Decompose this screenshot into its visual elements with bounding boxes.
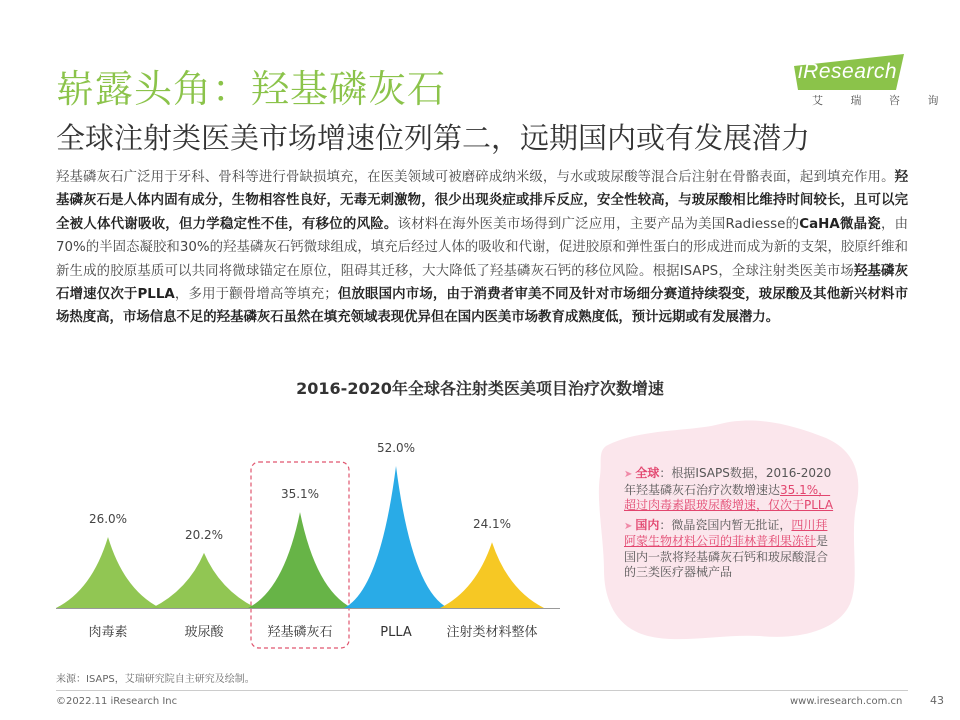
callout-domestic-text-2: 是国内一款将羟基磷灰石钙和玻尿酸混合的三类医疗器械产品 bbox=[624, 534, 829, 579]
footer-divider bbox=[56, 690, 908, 691]
bar-3 bbox=[344, 466, 448, 608]
category-label-4: 注射类材料整体 bbox=[446, 625, 538, 640]
body-text-4: ，多用于颧骨增高等填充； bbox=[174, 287, 338, 303]
page-title: 崭露头角：羟基磷灰石 bbox=[56, 67, 447, 111]
page-number: 43 bbox=[930, 694, 944, 707]
arrow-right-icon: ➤ bbox=[624, 469, 633, 480]
callout-domestic-text: ：微晶瓷国内暂无批证， bbox=[659, 517, 792, 532]
logo-subtitle: 艾 瑞 咨 询 bbox=[812, 94, 951, 107]
arrow-right-icon: ➤ bbox=[624, 520, 633, 532]
body-text-2: 该材料在海外医美市场得到广泛应用，主要产品为美国Radiesse的 bbox=[397, 216, 800, 232]
data-label-4: 24.1% bbox=[472, 517, 512, 532]
callout-global-label: 全球 bbox=[635, 466, 660, 480]
bar-4 bbox=[440, 542, 544, 608]
callout-global-highlight: 35.1%，超过肉毒素跟玻尿酸增速，仅次于PLLA bbox=[624, 482, 834, 512]
body-text-3: ，由70%的半固态凝胶和30%的羟基磷灰石钙微球组成，填充后经过人体的吸收和代谢，促进胶原和弹性蛋白的形成进而成为新的支架，胶原纤维和新生成的胶原基质可以共同将微球锚定在原位，阻碍其迁移，大大降低了羟基磷灰石钙的移位风险。根据ISAPS，全球注射类医美市场 bbox=[56, 216, 909, 279]
bar-0 bbox=[56, 537, 160, 608]
callout-domestic-label: 国内 bbox=[635, 517, 660, 532]
data-label-3: 52.0% bbox=[376, 441, 416, 455]
data-label-0: 26.0% bbox=[88, 512, 128, 526]
copyright: ©2022.11 iResearch Inc bbox=[56, 696, 178, 707]
callout-global-text: ：根据ISAPS数据，2016-2020年羟基磷灰石治疗次数增速达 bbox=[624, 466, 832, 497]
body-bold-3: 羟基磷灰石增速仅次于PLLA bbox=[56, 263, 909, 303]
page-subtitle: 全球注射类医美市场增速位列第二，远期国内或有发展潜力 bbox=[56, 121, 811, 155]
callout-item-global bbox=[624, 466, 838, 514]
website-link[interactable]: www.iresearch.com.cn bbox=[790, 696, 903, 707]
bar-1 bbox=[152, 553, 256, 608]
chart-title: 2016-2020年全球各注射类医美项目治疗次数增速 bbox=[296, 379, 664, 398]
logo-name: iResearch bbox=[798, 60, 898, 83]
body-bold-2: CaHA微晶瓷 bbox=[799, 216, 881, 232]
body-bold-1: 羟基磷灰石是人体内固有成分，生物相容性良好，无毒无刺激物，很少出现炎症或排斥反应，安全性较高，与玻尿酸相比维持时间较长，且可以完全被人体代谢吸收，但力学稳定性不佳，有移位的风险。 bbox=[56, 170, 908, 232]
data-label-1: 20.2% bbox=[184, 527, 224, 542]
bar-2 bbox=[248, 512, 352, 608]
source-note: 来源：ISAPS，艾瑞研究院自主研究及绘制。 bbox=[56, 674, 255, 685]
callout-notes bbox=[624, 466, 838, 585]
data-label-2: 35.1% bbox=[280, 487, 320, 502]
category-label-2: 羟基磷灰石 bbox=[267, 625, 333, 640]
callout-domestic-highlight: 四川拜阿蒙生物材料公司的菲林普利果冻针 bbox=[624, 517, 828, 548]
category-label-1: 玻尿酸 bbox=[184, 625, 224, 640]
category-label-3: PLLA bbox=[380, 625, 412, 640]
body-bold-4: 但放眼国内市场，由于消费者审美不同及针对市场细分赛道持续裂变，玻尿酸及其他新兴材料市场热度高，市场信息不足的羟基磷灰石虽然在填充领域表现优异但在国内医美市场教育成熟度低，预计远期或有发展潜力。 bbox=[56, 287, 908, 326]
body-text-1: 羟基磷灰石广泛用于牙科、骨科等进行骨缺损填充，在医美领域可被磨碎成纳米级，与水或玻尿酸等混合后注射在骨骼表面，起到填充作用。 bbox=[56, 170, 895, 185]
category-label-0: 肉毒素 bbox=[88, 625, 128, 640]
callout-item-domestic bbox=[624, 518, 838, 581]
